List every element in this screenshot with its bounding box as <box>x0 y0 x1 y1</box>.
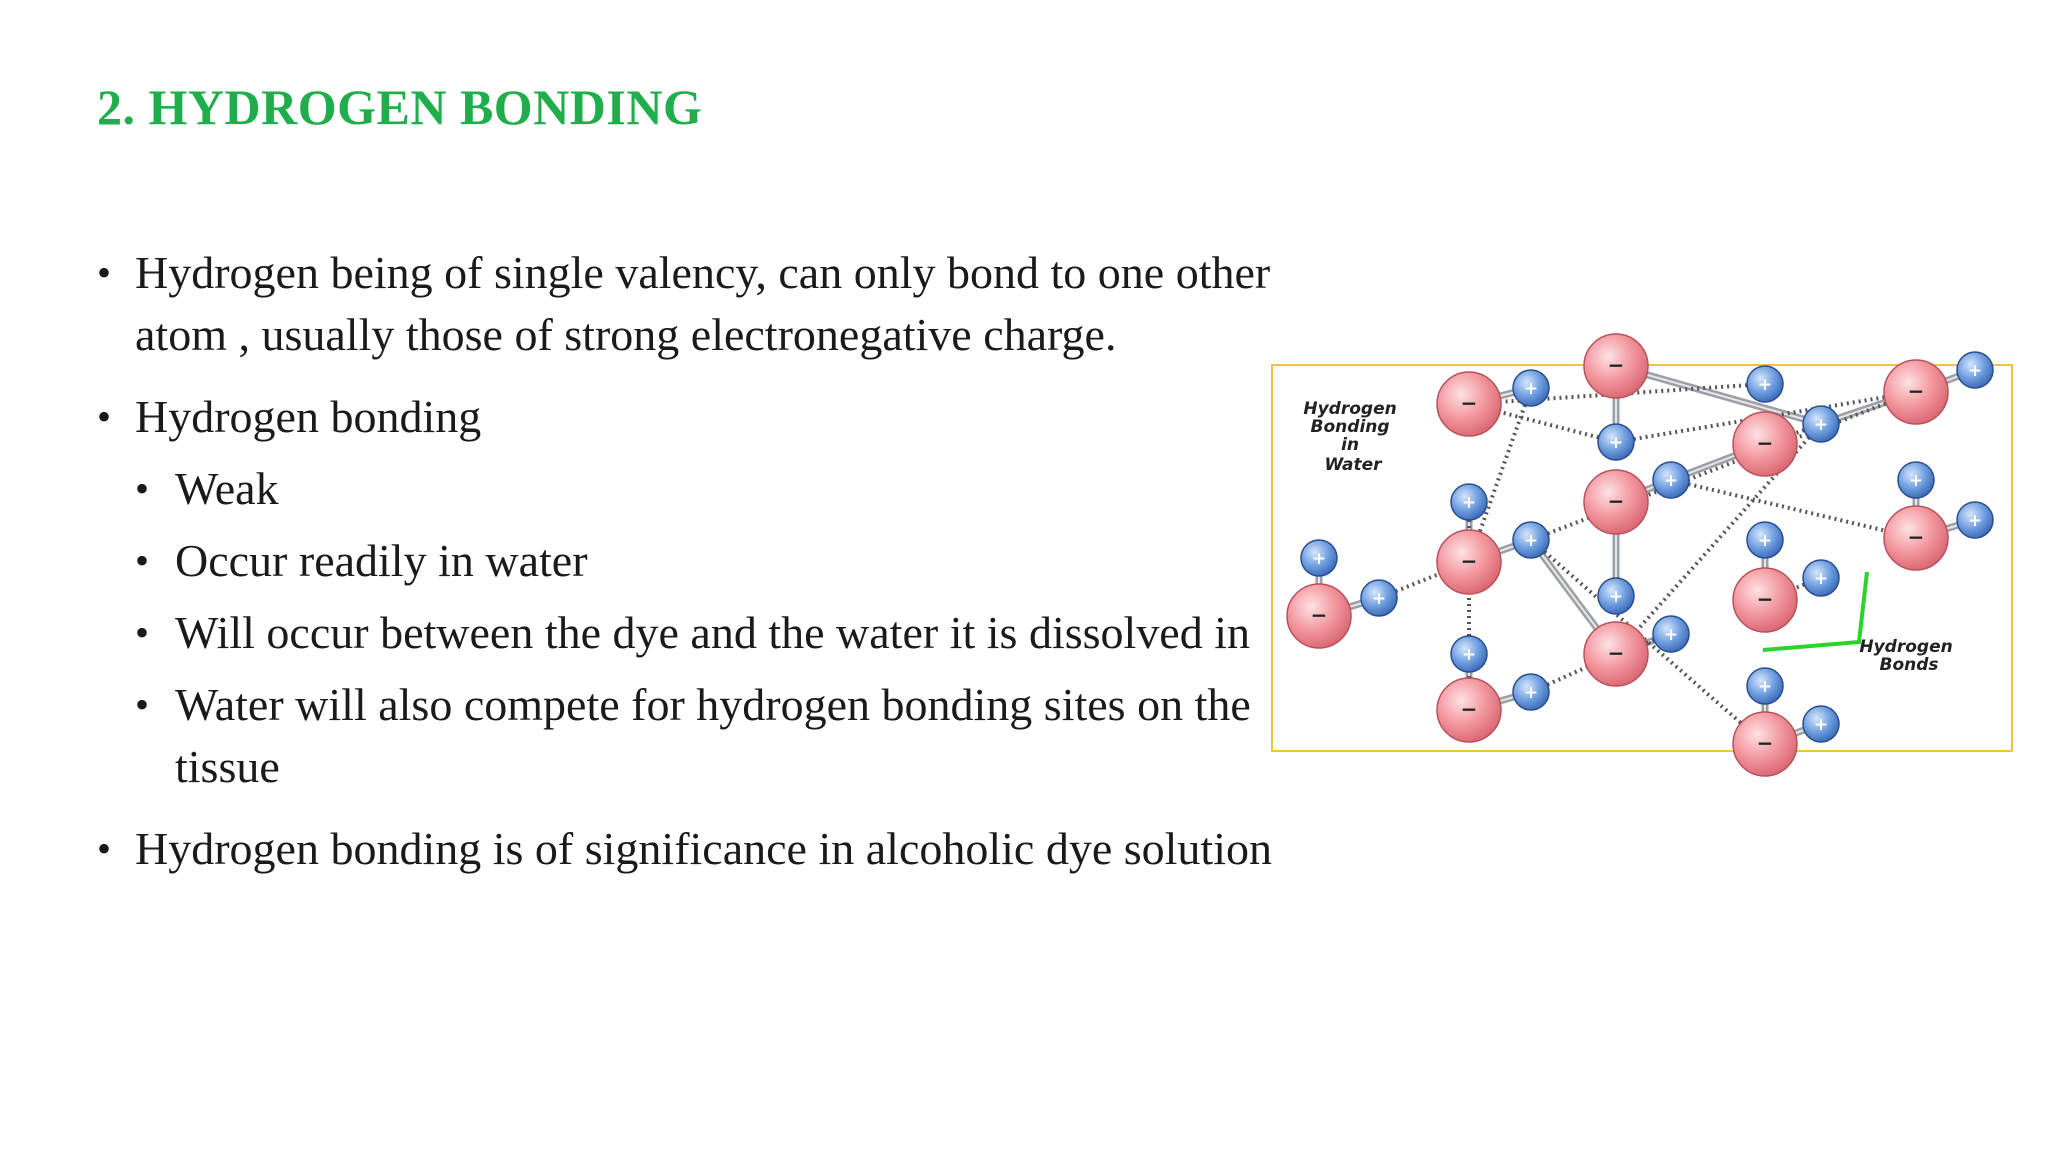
water-molecule-network <box>1273 353 2011 755</box>
minus-sign: − <box>1907 525 1925 549</box>
hydrogen-bond-dots <box>1671 480 1916 538</box>
slide-content <box>97 242 1322 900</box>
bullet-dot: • <box>135 682 150 727</box>
plus-sign: + <box>1813 415 1829 435</box>
bullet-item <box>97 818 1322 880</box>
plus-sign: + <box>1311 549 1327 569</box>
plus-sign: + <box>1523 531 1539 551</box>
bullet-text: Hydrogen bonding is of significance in alcoholic dye solution <box>135 823 1272 874</box>
minus-sign: − <box>1607 353 1625 377</box>
bullet-text: Hydrogen bonding <box>135 391 482 442</box>
plus-sign: + <box>1908 471 1924 491</box>
plus-sign: + <box>1461 493 1477 513</box>
sub-bullet-item <box>135 602 1322 664</box>
bullet-dot: • <box>135 538 150 583</box>
plus-sign: + <box>1663 625 1679 645</box>
plus-sign: + <box>1967 361 1983 381</box>
minus-sign: − <box>1460 549 1478 573</box>
plus-sign: + <box>1371 589 1387 609</box>
bullet-item <box>97 242 1322 366</box>
sub-bullet-text: Water will also compete for hydrogen bonding sites on the tissue <box>175 679 1251 792</box>
minus-sign: − <box>1907 379 1925 403</box>
bullet-dot: • <box>135 610 150 655</box>
plus-sign: + <box>1757 677 1773 697</box>
sub-bullet-text: Will occur between the dye and the water it is dissolved in <box>175 607 1251 658</box>
minus-sign: − <box>1756 431 1774 455</box>
bonds-layer <box>1319 366 1975 744</box>
diagram-label-water: Hydrogen Bonding in Water <box>1303 399 1397 475</box>
bullet-dot: • <box>135 466 150 511</box>
sub-bullet-text: Occur readily in water <box>175 535 588 586</box>
bullet-list <box>97 242 1322 880</box>
minus-sign: − <box>1607 489 1625 513</box>
plus-sign: + <box>1813 715 1829 735</box>
plus-sign: + <box>1523 683 1539 703</box>
plus-sign: + <box>1523 379 1539 399</box>
minus-sign: − <box>1607 641 1625 665</box>
diagram-label-bonds: Hydrogen Bonds <box>1859 637 1953 675</box>
plus-sign: + <box>1813 569 1829 589</box>
minus-sign: − <box>1460 697 1478 721</box>
bullet-text: Hydrogen being of single valency, can only bond to one other atom , usually those of strong electronegative charge. <box>135 247 1271 360</box>
bullet-item <box>97 386 1322 798</box>
sub-bullet-list <box>135 458 1322 798</box>
minus-sign: − <box>1460 391 1478 415</box>
minus-sign: − <box>1756 587 1774 611</box>
sub-bullet-item <box>135 458 1322 520</box>
minus-sign: − <box>1310 603 1328 627</box>
hydrogen-bonding-diagram <box>1271 353 2013 755</box>
sub-bullet-item <box>135 530 1322 592</box>
slide-title: 2. HYDROGEN BONDING <box>97 79 703 135</box>
plus-sign: + <box>1608 433 1624 453</box>
sub-bullet-item <box>135 674 1322 798</box>
plus-sign: + <box>1967 511 1983 531</box>
plus-sign: + <box>1757 531 1773 551</box>
plus-sign: + <box>1663 471 1679 491</box>
plus-sign: + <box>1608 587 1624 607</box>
sub-bullet-text: Weak <box>175 463 279 514</box>
bullet-dot: • <box>97 394 112 439</box>
plus-sign: + <box>1757 375 1773 395</box>
plus-sign: + <box>1461 645 1477 665</box>
minus-sign: − <box>1756 731 1774 755</box>
bullet-dot: • <box>97 250 112 295</box>
bullet-dot: • <box>97 826 112 871</box>
